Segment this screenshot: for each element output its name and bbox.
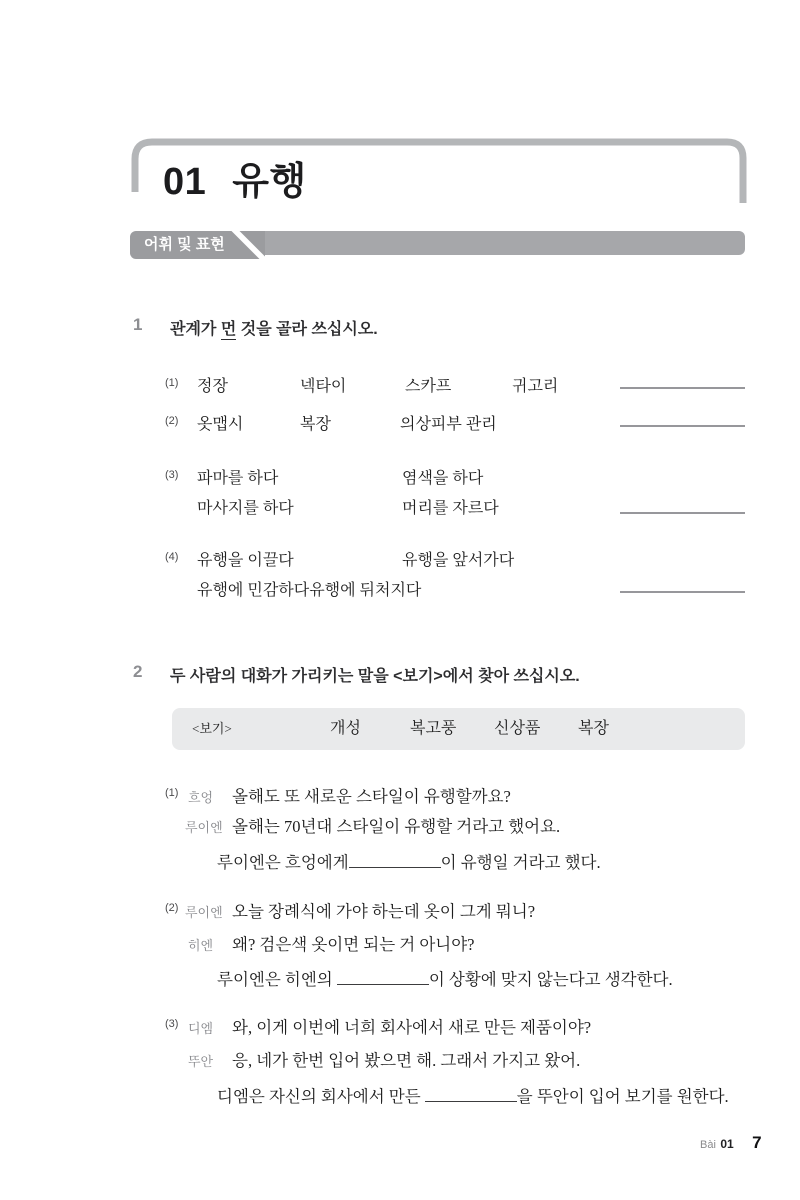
vocab-word: 의상피부 관리 xyxy=(400,416,497,433)
item-marker: (3) xyxy=(165,469,179,481)
vocab-phrase: 파마를 하다 xyxy=(197,470,279,487)
speaker-name: 디엠 xyxy=(188,1021,214,1036)
dialog-marker: (1) xyxy=(165,787,179,799)
bogi-label: <보기> xyxy=(192,721,232,736)
chapter-number: 01 xyxy=(163,161,207,203)
vocab-phrase: 염색을 하다 xyxy=(402,470,484,487)
fill-in-blank xyxy=(425,1089,517,1102)
chapter-title xyxy=(163,150,307,205)
section-banner-bar xyxy=(248,231,745,255)
dialog-line: 와, 이게 이번에 너희 회사에서 새로 만든 제품이야? xyxy=(232,1018,592,1037)
dialog-marker: (2) xyxy=(165,902,179,914)
item-marker: (2) xyxy=(165,415,179,427)
vocab-word: 옷맵시 xyxy=(197,416,244,433)
vocab-phrase: 마사지를 하다 xyxy=(197,500,294,517)
footer-page-number: 7 xyxy=(752,1133,762,1152)
answer-blank xyxy=(620,591,745,593)
footer-lesson-label: Bài xyxy=(700,1139,716,1151)
section-banner xyxy=(130,231,745,259)
speaker-name: 흐엉 xyxy=(188,790,214,805)
exercise1-number: 1 xyxy=(133,315,143,334)
item-marker: (1) xyxy=(165,377,179,389)
section-banner-label: 어휘 및 표현 xyxy=(130,231,265,259)
chapter-name: 유행 xyxy=(232,161,307,203)
bogi-option: 복고풍 xyxy=(410,720,457,737)
exercise2-instruction: 두 사람의 대화가 가리키는 말을 <보기>에서 찾아 쓰십시오. xyxy=(170,668,580,685)
exercise1-instruction xyxy=(170,316,378,339)
summary-post: 을 뚜안이 입어 보기를 원한다. xyxy=(516,1087,729,1106)
vocab-word: 스카프 xyxy=(405,378,452,395)
vocab-word: 복장 xyxy=(300,416,331,433)
vocab-phrase: 머리를 자르다 xyxy=(402,500,499,517)
bogi-option: 신상품 xyxy=(494,720,541,737)
summary-post: 이 상황에 맞지 않는다고 생각한다. xyxy=(428,970,673,989)
vocab-word: 넥타이 xyxy=(300,378,347,395)
vocab-word: 정장 xyxy=(197,378,228,395)
vocab-phrase: 유행을 앞서가다 xyxy=(402,552,515,569)
dialog-line: 왜? 검은색 옷이면 되는 거 아니야? xyxy=(232,935,475,954)
fill-in-blank xyxy=(337,972,429,985)
summary-sentence xyxy=(217,1083,729,1107)
bogi-option: 개성 xyxy=(330,720,361,737)
dialog-line: 응, 네가 한번 입어 봤으면 해. 그래서 가지고 왔어. xyxy=(232,1051,581,1070)
summary-pre: 루이엔은 히엔의 xyxy=(217,970,337,989)
exercise1-instruction-pre: 관계가 xyxy=(170,321,221,338)
exercise1-instruction-post: 것을 골라 쓰십시오. xyxy=(236,321,378,338)
summary-pre: 루이엔은 흐엉에게 xyxy=(217,853,349,872)
summary-sentence xyxy=(217,849,601,873)
bogi-box xyxy=(172,708,745,750)
footer-lesson-number: 01 xyxy=(720,1137,734,1151)
exercise2-number: 2 xyxy=(133,662,143,681)
bogi-option: 복장 xyxy=(578,720,609,737)
speaker-name: 루이엔 xyxy=(185,820,223,835)
answer-blank xyxy=(620,387,745,389)
dialog-line: 오늘 장례식에 가야 하는데 옷이 그게 뭐니? xyxy=(232,902,536,921)
dialog-line: 올해는 70년대 스타일이 유행할 거라고 했어요. xyxy=(232,817,561,836)
vocab-phrase: 유행에 민감하다유행에 뒤처지다 xyxy=(197,582,422,599)
page-footer xyxy=(700,1133,762,1153)
summary-post: 이 유행일 거라고 했다. xyxy=(440,853,601,872)
summary-pre: 디엠은 자신의 회사에서 만든 xyxy=(217,1087,425,1106)
dialog-marker: (3) xyxy=(165,1018,179,1030)
answer-blank xyxy=(620,425,745,427)
fill-in-blank xyxy=(349,855,441,868)
summary-sentence xyxy=(217,966,673,990)
answer-blank xyxy=(620,512,745,514)
speaker-name: 루이엔 xyxy=(185,905,223,920)
vocab-phrase: 유행을 이끌다 xyxy=(197,552,294,569)
exercise1-instruction-underlined: 먼 xyxy=(220,321,237,338)
item-marker: (4) xyxy=(165,551,179,563)
speaker-name: 히엔 xyxy=(188,938,214,953)
vocab-word: 귀고리 xyxy=(512,378,559,395)
speaker-name: 뚜안 xyxy=(188,1054,214,1069)
dialog-line: 올해도 또 새로운 스타일이 유행할까요? xyxy=(232,787,511,806)
